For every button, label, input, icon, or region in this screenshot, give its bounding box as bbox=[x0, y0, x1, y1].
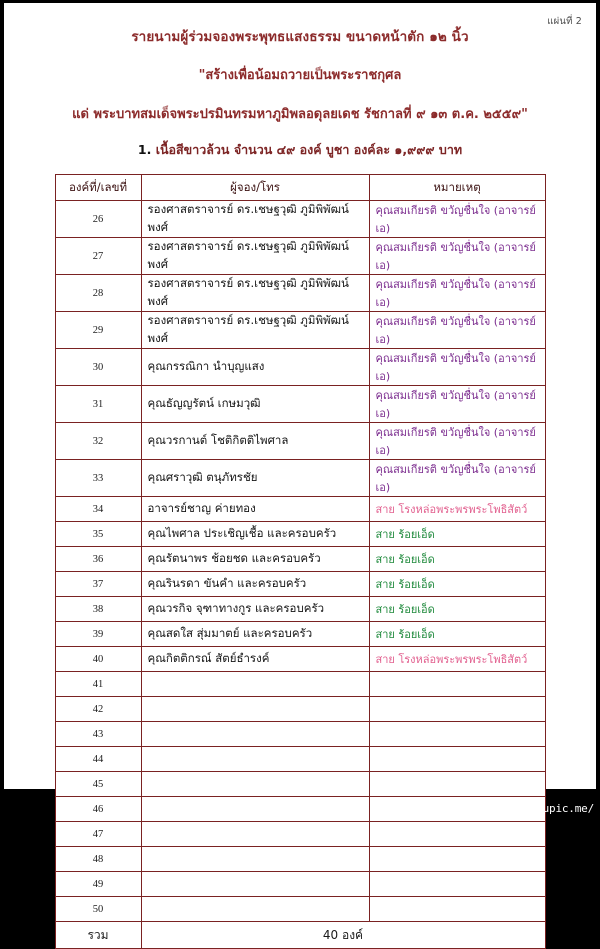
cell-note: คุณสมเกียรติ ขวัญชื่นใจ (อาจารย์เอ) bbox=[369, 386, 545, 423]
cell-name: คุณวรกิจ จุฑาทางกูร และครอบครัว bbox=[141, 597, 369, 622]
cell-note: สาย โรงหล่อพระพรพระโพธิสัตว์ bbox=[369, 647, 545, 672]
cell-name bbox=[141, 697, 369, 722]
document-title-line-1: รายนามผู้ร่วมจองพระพุทธแสงธรรม ขนาดหน้าตัก ๑๒ นิ้ว bbox=[131, 29, 469, 45]
column-header-number: องค์ที่/เลขที่ bbox=[55, 175, 141, 201]
cell-name: รองศาสตราจารย์ ดร.เชษฐวุฒิ ภูมิพิพัฒน์พงศ์ bbox=[141, 201, 369, 238]
table-row bbox=[55, 201, 545, 238]
table-row bbox=[55, 423, 545, 460]
table-row bbox=[55, 460, 545, 497]
cell-name: รองศาสตราจารย์ ดร.เชษฐวุฒิ ภูมิพิพัฒน์พงศ์ bbox=[141, 238, 369, 275]
cell-number: 27 bbox=[55, 238, 141, 275]
table-row bbox=[55, 897, 545, 922]
cell-note bbox=[369, 722, 545, 747]
cell-name: คุณสดใส สุ่มมาตย์ และครอบครัว bbox=[141, 622, 369, 647]
cell-note: สาย ร้อยเอ็ด bbox=[369, 522, 545, 547]
cell-name bbox=[141, 747, 369, 772]
cell-note: คุณสมเกียรติ ขวัญชื่นใจ (อาจารย์เอ) bbox=[369, 460, 545, 497]
cell-number: 42 bbox=[55, 697, 141, 722]
cell-note: คุณสมเกียรติ ขวัญชื่นใจ (อาจารย์เอ) bbox=[369, 201, 545, 238]
cell-note: สาย ร้อยเอ็ด bbox=[369, 572, 545, 597]
table-row bbox=[55, 722, 545, 747]
cell-number: 47 bbox=[55, 822, 141, 847]
cell-name: อาจารย์ชาญ ค่ายทอง bbox=[141, 497, 369, 522]
cell-number: 37 bbox=[55, 572, 141, 597]
cell-number: 38 bbox=[55, 597, 141, 622]
table-row bbox=[55, 747, 545, 772]
document-title-line-2: "สร้างเพื่อน้อมถวายเป็นพระราชกุศล bbox=[198, 68, 402, 83]
cell-name: รองศาสตราจารย์ ดร.เชษฐวุฒิ ภูมิพิพัฒน์พงศ์ bbox=[141, 275, 369, 312]
cell-name: คุณศราวุฒิ ตนุภัทรชัย bbox=[141, 460, 369, 497]
cell-note bbox=[369, 747, 545, 772]
cell-number: 28 bbox=[55, 275, 141, 312]
cell-number: 29 bbox=[55, 312, 141, 349]
cell-number: 41 bbox=[55, 672, 141, 697]
table-row bbox=[55, 238, 545, 275]
cell-number: 44 bbox=[55, 747, 141, 772]
cell-note: สาย โรงหล่อพระพรพระโพธิสัตว์ bbox=[369, 497, 545, 522]
cell-note: คุณสมเกียรติ ขวัญชื่นใจ (อาจารย์เอ) bbox=[369, 238, 545, 275]
table-row bbox=[55, 349, 545, 386]
table-row bbox=[55, 847, 545, 872]
document-subtitle-text: เนื้อสีขาวล้วน จำนวน ๔๙ องค์ บูชา องค์ละ ๑,๙๙๙ บาท bbox=[155, 142, 463, 157]
column-header-name: ผู้จอง/โทร bbox=[141, 175, 369, 201]
cell-number: 33 bbox=[55, 460, 141, 497]
cell-name: คุณรัตนาพร ช้อยชด และครอบครัว bbox=[141, 547, 369, 572]
document-header bbox=[30, 25, 570, 160]
column-header-note: หมายเหตุ bbox=[369, 175, 545, 201]
cell-name bbox=[141, 872, 369, 897]
document-subtitle bbox=[30, 140, 570, 160]
cell-number: 36 bbox=[55, 547, 141, 572]
cell-name bbox=[141, 672, 369, 697]
cell-note: คุณสมเกียรติ ขวัญชื่นใจ (อาจารย์เอ) bbox=[369, 312, 545, 349]
cell-note: คุณสมเกียรติ ขวัญชื่นใจ (อาจารย์เอ) bbox=[369, 275, 545, 312]
cell-name bbox=[141, 847, 369, 872]
booking-table bbox=[55, 174, 546, 949]
footer-watermark: [696x932] https://upic.me/ bbox=[427, 802, 594, 815]
table-row bbox=[55, 872, 545, 897]
cell-name: คุณธัญญรัตน์ เกษมวุฒิ bbox=[141, 386, 369, 423]
cell-name: คุณกิตติกรณ์ สัตย์ธำรงค์ bbox=[141, 647, 369, 672]
cell-name bbox=[141, 772, 369, 797]
table-foot bbox=[55, 922, 545, 949]
table-row bbox=[55, 547, 545, 572]
cell-number: 26 bbox=[55, 201, 141, 238]
cell-number: 30 bbox=[55, 349, 141, 386]
table-row bbox=[55, 697, 545, 722]
table-row bbox=[55, 572, 545, 597]
table-row bbox=[55, 386, 545, 423]
table-total-row bbox=[55, 922, 545, 949]
cell-note: สาย ร้อยเอ็ด bbox=[369, 622, 545, 647]
cell-name bbox=[141, 822, 369, 847]
cell-number: 31 bbox=[55, 386, 141, 423]
cell-name bbox=[141, 797, 369, 822]
cell-note: สาย ร้อยเอ็ด bbox=[369, 597, 545, 622]
cell-name: คุณวรกานต์ โชติกิตติไพศาล bbox=[141, 423, 369, 460]
cell-name: รองศาสตราจารย์ ดร.เชษฐวุฒิ ภูมิพิพัฒน์พงศ์ bbox=[141, 312, 369, 349]
cell-note bbox=[369, 672, 545, 697]
table-row bbox=[55, 597, 545, 622]
cell-number: 40 bbox=[55, 647, 141, 672]
document-title-line-3: แด่ พระบาทสมเด็จพระปรมินทรมหาภูมิพลอดุลยเดช รัชกาลที่ ๙ ๑๓ ต.ค. ๒๕๕๙" bbox=[72, 107, 528, 122]
cell-name bbox=[141, 897, 369, 922]
sheet-number-label: แผ่นที่ 2 bbox=[547, 16, 582, 27]
cell-number: 39 bbox=[55, 622, 141, 647]
cell-note bbox=[369, 772, 545, 797]
cell-name: คุณรินรดา ขันคำ และครอบครัว bbox=[141, 572, 369, 597]
cell-number: 48 bbox=[55, 847, 141, 872]
table-row bbox=[55, 772, 545, 797]
document-subtitle-index: 1. bbox=[137, 142, 152, 157]
cell-note: สาย ร้อยเอ็ด bbox=[369, 547, 545, 572]
cell-note bbox=[369, 822, 545, 847]
total-value: 40 องค์ bbox=[141, 922, 545, 949]
table-row bbox=[55, 497, 545, 522]
cell-number: 46 bbox=[55, 797, 141, 822]
cell-note bbox=[369, 697, 545, 722]
table-row bbox=[55, 622, 545, 647]
cell-name bbox=[141, 722, 369, 747]
cell-note: คุณสมเกียรติ ขวัญชื่นใจ (อาจารย์เอ) bbox=[369, 423, 545, 460]
table-row bbox=[55, 522, 545, 547]
cell-number: 35 bbox=[55, 522, 141, 547]
table-header-row bbox=[55, 175, 545, 201]
cell-name: คุณไพศาล ประเชิญเชื้อ และครอบครัว bbox=[141, 522, 369, 547]
table-row bbox=[55, 275, 545, 312]
table-head bbox=[55, 175, 545, 201]
cell-number: 50 bbox=[55, 897, 141, 922]
cell-note bbox=[369, 872, 545, 897]
cell-number: 34 bbox=[55, 497, 141, 522]
total-label: รวม bbox=[55, 922, 141, 949]
cell-name: คุณกรรณิกา นำบุญแสง bbox=[141, 349, 369, 386]
table-row bbox=[55, 672, 545, 697]
cell-number: 32 bbox=[55, 423, 141, 460]
table-row bbox=[55, 822, 545, 847]
cell-note bbox=[369, 847, 545, 872]
cell-number: 43 bbox=[55, 722, 141, 747]
table-row bbox=[55, 312, 545, 349]
cell-note bbox=[369, 897, 545, 922]
table-row bbox=[55, 647, 545, 672]
cell-number: 45 bbox=[55, 772, 141, 797]
cell-number: 49 bbox=[55, 872, 141, 897]
cell-note: คุณสมเกียรติ ขวัญชื่นใจ (อาจารย์เอ) bbox=[369, 349, 545, 386]
